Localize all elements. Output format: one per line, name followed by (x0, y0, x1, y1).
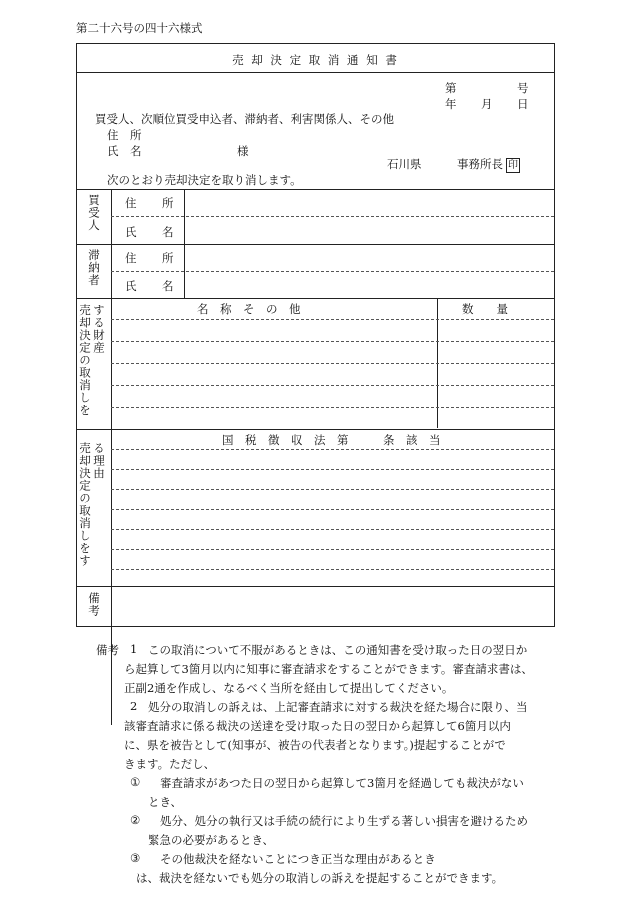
delinquent-name-label: 氏 名 (125, 279, 181, 293)
date-year: 年 (445, 97, 457, 111)
property-quantity-header: 数 量 (462, 302, 508, 316)
remarks-label: 備考 (87, 592, 101, 617)
note-2-number: 2 (130, 699, 138, 713)
delinquent-address-label: 住 所 (125, 251, 181, 265)
form-number: 第二十六号の四十六様式 (76, 21, 203, 35)
condition-3-line-1: その他裁決を経ないことにつき正当な理由があるとき (160, 852, 436, 866)
honorific: 様 (237, 144, 249, 158)
addressee-name-label: 氏 名 (107, 144, 142, 158)
notes-closing: は、裁決を経ないでも処分の取消しの訴えを提起することができます。 (136, 871, 504, 885)
notes-heading: 備考 (96, 643, 119, 657)
property-name-header: 名 称 そ の 他 (197, 302, 301, 316)
note-2-line-2: 該審査請求に係る裁決の送達を受け取った日の翌日から起算して6箇月以内 (124, 719, 511, 733)
condition-1-line-2: とき、 (148, 795, 183, 809)
intro-text: 次のとおり売却決定を取り消します。 (107, 173, 302, 187)
property-label-col2: 売却決定の取消しを (78, 304, 92, 417)
note-1-line-2: ら起算して3箇月以内に知事に審査請求をすることができます。審査請求書は、 (124, 662, 533, 676)
buyer-name-label: 氏 名 (125, 225, 181, 239)
note-2-line-3: に、県を被告として(知事が、被告の代表者となります。)提起することがで (124, 738, 506, 752)
condition-1-mark: ① (130, 775, 141, 789)
note-1-line-3: 正副2通を作成し、なるべく当所を経由して提出してください。 (124, 681, 454, 695)
addressee-line: 買受人、次順位買受申込者、滞納者、利害関係人、その他 (95, 112, 394, 126)
condition-1-line-1: 審査請求があつた日の翌日から起算して3箇月を経過しても裁決がない (160, 776, 524, 790)
doc-number-suffix: 号 (517, 81, 529, 95)
condition-2-line-1: 処分、処分の執行又は手続の続行により生ずる著しい損害を避けるため (160, 814, 528, 828)
date-day: 日 (517, 97, 529, 111)
note-2-line-4: きます。ただし、 (124, 757, 216, 771)
doc-number-prefix: 第 (445, 81, 457, 95)
delinquent-label: 滞納者 (87, 249, 101, 287)
form-title: 売 却 決 定 取 消 通 知 書 (232, 53, 399, 67)
note-1-line-1: この取消について不服があるときは、この通知書を受け取った日の翌日か (148, 643, 528, 657)
condition-3-mark: ③ (130, 851, 141, 865)
note-2-line-1: 処分の取消しの訴えは、上記審査請求に対する裁決を経た場合に限り、当 (148, 700, 528, 714)
reason-law-line: 国 税 徴 収 法 第 条 該 当 (222, 433, 441, 447)
seal-mark: 印 (508, 160, 518, 171)
buyer-label: 買受人 (87, 194, 101, 232)
buyer-address-label: 住 所 (125, 196, 181, 210)
property-label-col1: する財産 (92, 304, 106, 354)
condition-2-mark: ② (130, 813, 141, 827)
issuer-prefecture: 石川県 (387, 157, 422, 171)
issuer-office-head (457, 156, 520, 173)
reason-label-col1: る理由 (92, 442, 106, 480)
condition-2-line-2: 緊急の必要があるとき、 (148, 833, 275, 847)
note-1-number: 1 (130, 642, 138, 656)
addressee-address-label: 住 所 (107, 128, 142, 142)
date-month: 月 (481, 97, 493, 111)
reason-label-col2: 売却決定の取消しをす (78, 442, 92, 567)
notice-form (76, 43, 555, 627)
office-head-label: 事務所長 (457, 157, 503, 171)
